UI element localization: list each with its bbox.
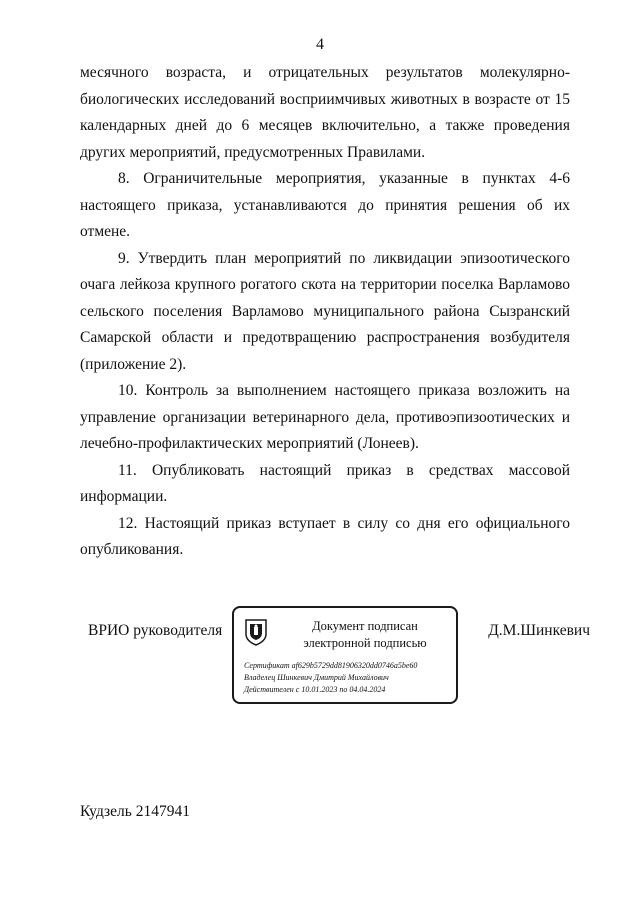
stamp-title-line-2: электронной подписью [303, 636, 427, 650]
stamp-details [244, 660, 454, 696]
signer-name: Д.М.Шинкевич [488, 622, 590, 639]
signature-block [80, 606, 590, 710]
paragraph-item-9: 9. Утвердить план мероприятий по ликвидации эпизоотического очага лейкоза крупного рогатого скота на территории поселка Варламово сельского поселения Варламово муниципального района Сызранский Самарской области и предотвращению распространения возбудителя (приложение 2). [80, 249, 570, 373]
stamp-certificate: Сертификат af629b5729dd81906320dd0746a5be60 [244, 661, 418, 670]
paragraph-continuation: месячного возраста, и отрицательных результатов молекулярно-биологических исследований восприимчивых животных в возрасте от 15 календарных дней до 6 месяцев включительно, а также проведения других мероприятий, предусмотренных Правилами. [80, 64, 570, 161]
electronic-signature-stamp [232, 606, 458, 704]
stamp-title [278, 618, 452, 652]
paragraph-item-12: 12. Настоящий приказ вступает в силу со дня его официального опубликования. [80, 514, 570, 558]
executor-code: Кудзель 2147941 [80, 803, 190, 820]
page-number: 4 [316, 36, 324, 53]
paragraph-item-8: 8. Ограничительные мероприятия, указанные в пунктах 4-6 настоящего приказа, устанавливаются до принятия решения об их отмене. [80, 170, 570, 240]
coat-of-arms-icon [244, 618, 268, 646]
stamp-validity: Действителен с 10.01.2023 по 04.04.2024 [244, 685, 386, 694]
paragraph-item-10: 10. Контроль за выполнением настоящего приказа возложить на управление организации ветеринарного дела, противоэпизоотических и лечебно-профилактических мероприятий (Лонеев). [80, 382, 570, 452]
signer-position: ВРИО руководителя [88, 622, 223, 639]
document-body [80, 60, 570, 564]
paragraph-item-11: 11. Опубликовать настоящий приказ в средствах массовой информации. [80, 461, 570, 505]
stamp-owner: Владелец Шинкевич Дмитрий Михайлович [244, 673, 389, 682]
stamp-title-line-1: Документ подписан [312, 619, 418, 633]
